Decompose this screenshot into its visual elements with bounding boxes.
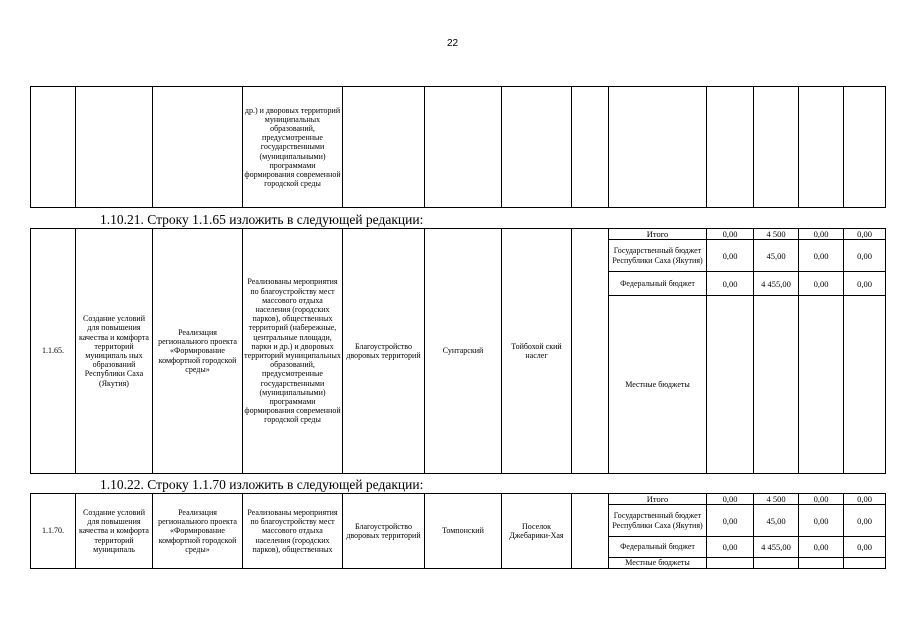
cell-v2 [754, 87, 799, 208]
cell-v2: 4 455,00 [754, 272, 799, 296]
cell-v3 [799, 558, 844, 569]
cell-v1: 0,00 [707, 537, 754, 558]
cell-v1: 0,00 [707, 229, 754, 240]
cell-event: Благоустройство дворовых территорий [343, 494, 425, 569]
cell-event: Благоустройство дворовых территорий [343, 229, 425, 474]
cell-v4: 0,00 [844, 240, 886, 272]
cell-v4 [844, 296, 886, 474]
cell-v3: 0,00 [799, 505, 844, 537]
cell-source: Итого [609, 229, 707, 240]
cell-v1 [707, 558, 754, 569]
cell-empty [572, 229, 609, 474]
cell-num: 1.1.70. [31, 494, 76, 569]
row-1.1.70-table [30, 493, 886, 569]
cell-goal: Создание условий для повышения качества и комфорта территорий муниципаль [76, 494, 153, 569]
cell-v2: 45,00 [754, 240, 799, 272]
table-row [31, 87, 886, 208]
cell-source [609, 87, 707, 208]
cell-v4: 0,00 [844, 494, 886, 505]
cell-v2: 4 500 [754, 494, 799, 505]
cell-result: др.) и дворовых территорий муниципальных образований, предусмотренные государственными (муниципальными) программами формирования современной городской среды [243, 87, 343, 208]
cell-v4 [844, 558, 886, 569]
cell-v1 [707, 87, 754, 208]
cell-source: Федеральный бюджет [609, 272, 707, 296]
table-row [31, 494, 886, 505]
cell-v3 [799, 87, 844, 208]
cell-v2 [754, 558, 799, 569]
cell-v4: 0,00 [844, 505, 886, 537]
cell-empty [572, 87, 609, 208]
cell-v2: 4 455,00 [754, 537, 799, 558]
cell-v4: 0,00 [844, 229, 886, 240]
cell-v2 [754, 296, 799, 474]
cell-v1: 0,00 [707, 505, 754, 537]
cell-v3: 0,00 [799, 272, 844, 296]
cell-v3: 0,00 [799, 240, 844, 272]
continuation-table [30, 86, 886, 208]
cell-source: Местные бюджеты [609, 558, 707, 569]
section-heading-1.10.21: 1.10.21. Строку 1.1.65 изложить в следующей редакции: [100, 212, 424, 227]
cell-empty [572, 494, 609, 569]
section-heading-1.10.22: 1.10.22. Строку 1.1.70 изложить в следующей редакции: [100, 477, 424, 492]
cell-result: Реализованы мероприятия по благоустройству мест массового отдыха населения (городских парков), общественных территорий (набережные, центральные площади, парки и др.) и дворовых территорий муниципальных образований, предусмотренные государственными (муниципальными) программами формирования современной городской среды [243, 229, 343, 474]
cell-settlement: Тойбохой ский наслег [502, 229, 572, 474]
cell-event [343, 87, 425, 208]
table-row [31, 229, 886, 240]
cell-v4 [844, 87, 886, 208]
cell-v1 [707, 296, 754, 474]
cell-settlement: Поселок Джебарики-Хая [502, 494, 572, 569]
cell-goal [76, 87, 153, 208]
cell-v2: 4 500 [754, 229, 799, 240]
cell-v4: 0,00 [844, 272, 886, 296]
cell-v3: 0,00 [799, 229, 844, 240]
cell-num [31, 87, 76, 208]
row-1.1.65-table [30, 228, 886, 474]
cell-v2: 45,00 [754, 505, 799, 537]
cell-source: Государственный бюджет Республики Саха (Якутия) [609, 505, 707, 537]
cell-source: Местные бюджеты [609, 296, 707, 474]
cell-v3: 0,00 [799, 537, 844, 558]
cell-result: Реализованы мероприятия по благоустройству мест массового отдыха населения (городских парков), общественных [243, 494, 343, 569]
cell-source: Федеральный бюджет [609, 537, 707, 558]
cell-district: Сунтарский [425, 229, 502, 474]
cell-settlement [502, 87, 572, 208]
cell-v1: 0,00 [707, 272, 754, 296]
cell-v3: 0,00 [799, 494, 844, 505]
cell-v1: 0,00 [707, 240, 754, 272]
cell-source: Итого [609, 494, 707, 505]
cell-project: Реализация регионального проекта «Формирование комфортной городской среды» [153, 494, 243, 569]
cell-v1: 0,00 [707, 494, 754, 505]
cell-source: Государственный бюджет Республики Саха (Якутия) [609, 240, 707, 272]
cell-v4: 0,00 [844, 537, 886, 558]
cell-project: Реализация регионального проекта «Формирование комфортной городской среды» [153, 229, 243, 474]
cell-num: 1.1.65. [31, 229, 76, 474]
cell-district [425, 87, 502, 208]
cell-project [153, 87, 243, 208]
cell-district: Томпонский [425, 494, 502, 569]
page-number: 22 [446, 38, 459, 49]
cell-v3 [799, 296, 844, 474]
cell-goal: Создание условий для повышения качества и комфорта территорий муниципаль ных образований Республики Саха (Якутия) [76, 229, 153, 474]
